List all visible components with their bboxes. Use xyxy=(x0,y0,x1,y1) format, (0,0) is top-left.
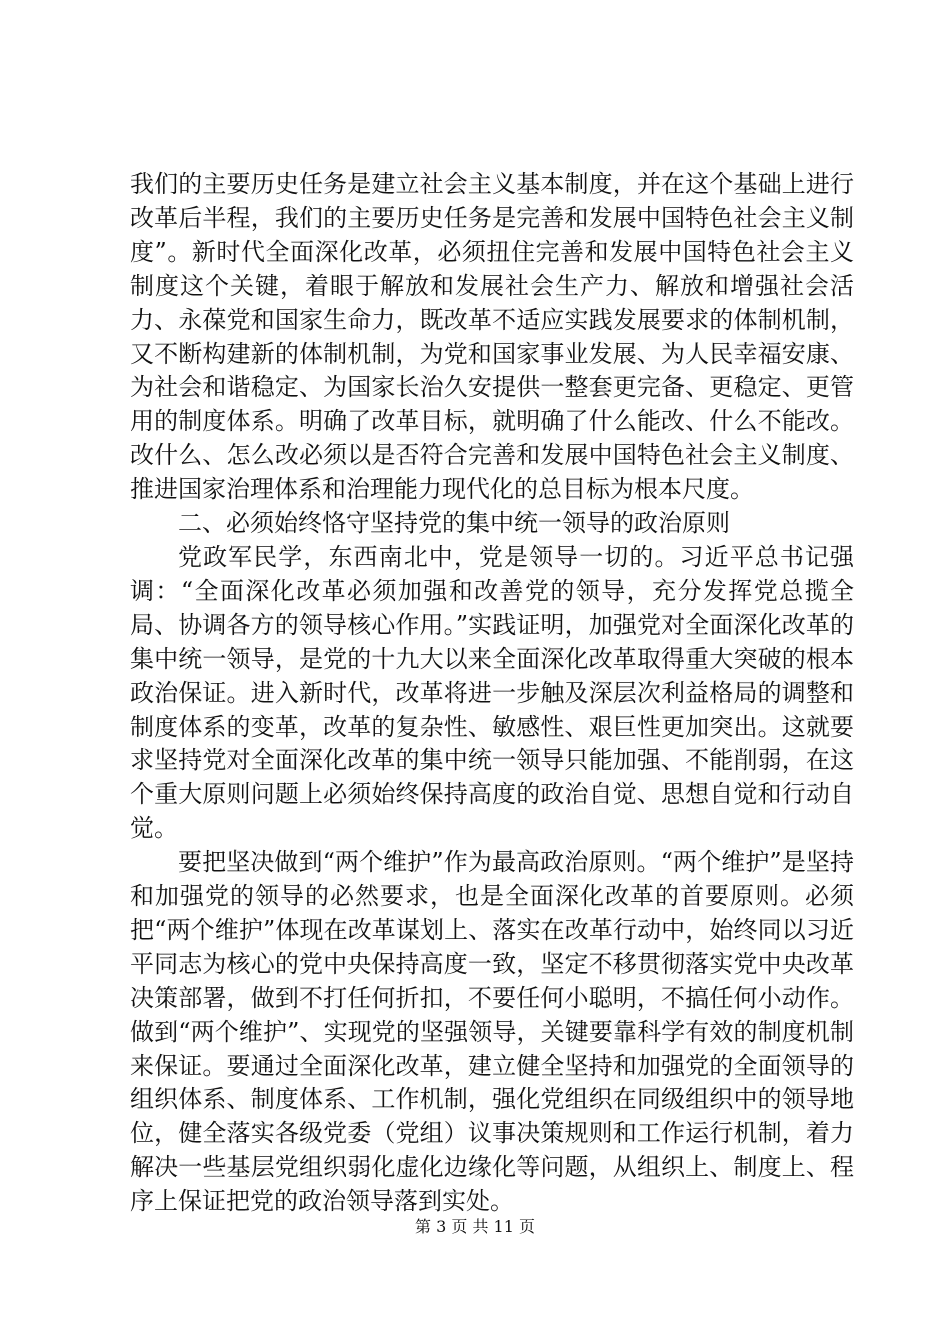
body-paragraph: 要把坚决做到“两个维护”作为最高政治原则。“两个维护”是坚持和加强党的领导的必然要求，也是全面深化改革的首要原则。必须把“两个维护”体现在改革谋划上、落实在改革行动中，始终同以习近平同志为核心的党中央保持高度一致，坚定不移贯彻落实党中央改革决策部署，做到不打任何折扣，不要任何小聪明，不搞任何小动作。做到“两个维护”、实现党的坚强领导，关键要靠科学有效的制度机制来保证。要通过全面深化改革，建立健全坚持和加强党的全面领导的组织体系、制度体系、工作机制，强化党组织在同级组织中的领导地位，健全落实各级党委（党组）议事决策规则和工作运行机制，着力解决一些基层党组织弱化虚化边缘化等问题，从组织上、制度上、程序上保证把党的政治领导落到实处。 xyxy=(130,848,854,1216)
body-paragraph: 我们的主要历史任务是建立社会主义基本制度，并在这个基础上进行改革后半程，我们的主要历史任务是完善和发展中国特色社会主义制度”。新时代全面深化改革，必须扭住完善和发展中国特色社会主义制度这个关键，着眼于解放和发展社会生产力、解放和增强社会活力、永葆党和国家生命力，既改革不适应实践发展要求的体制机制，又不断构建新的体制机制，为党和国家事业发展、为人民幸福安康、为社会和谐稳定、为国家长治久安提供一整套更完备、更稳定、更管用的制度体系。明确了改革目标，就明确了什么能改、什么不能改。改什么、怎么改必须以是否符合完善和发展中国特色社会主义制度、推进国家治理体系和治理能力现代化的总目标为根本尺度。 xyxy=(130,170,854,504)
document-body xyxy=(130,168,854,1219)
section-heading: 二、必须始终恪守坚持党的集中统一领导的政治原则 xyxy=(178,509,730,538)
body-paragraph: 党政军民学，东西南北中，党是领导一切的。习近平总书记强调：“全面深化改革必须加强和改善党的领导，充分发挥党总揽全局、协调各方的领导核心作用。”实践证明，加强党对全面深化改革的集中统一领导，是党的十九大以来全面深化改革取得重大突破的根本政治保证。进入新时代，改革将进一步触及深层次利益格局的调整和制度体系的变革，改革的复杂性、敏感性、艰巨性更加突出。这就要求坚持党对全面深化改革的集中统一领导只能加强、不能削弱，在这个重大原则问题上必须始终保持高度的政治自觉、思想自觉和行动自觉。 xyxy=(130,542,854,843)
page-number-footer: 第 3 页 共 11 页 xyxy=(415,1217,535,1236)
